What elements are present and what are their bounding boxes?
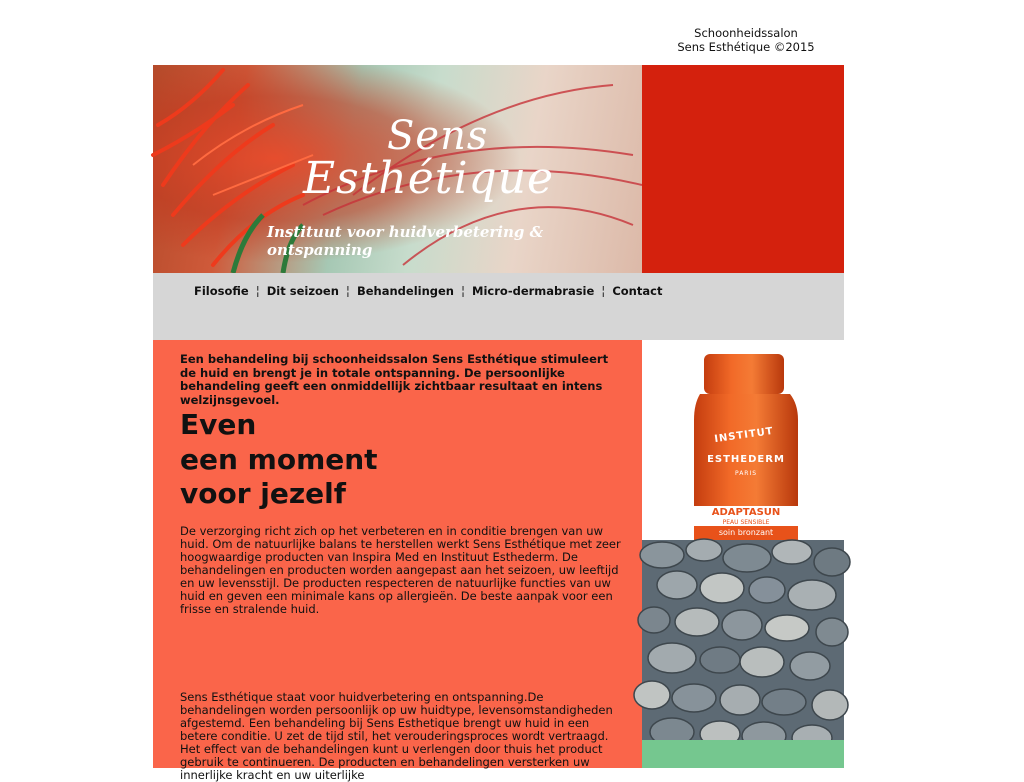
product-image: [642, 340, 844, 540]
headline-line-3: voor jezelf: [180, 477, 346, 510]
intro-text: Een behandeling bij schoonheidssalon Sens Esthétique stimuleert de huid en brengt je in totale ontspanning. De persoonlijke behandeling geeft een onmiddellijk zichtbaar resultaat en intens welzijnsgevoel.: [180, 352, 609, 407]
headline-line-1: Even: [180, 408, 257, 441]
body-paragraph-2: Sens Esthétique staat voor huidverbetering en ontspanning.De behandelingen worden persoonlijk op uw huidtype, levensomstandigheden afgestemd. Een behandeling bij Sens Esthetique brengt uw huid in een betere conditie. U zet de tijd stil, het verouderingsproces wordt vertraagd. Het effect van de behandelingen kunt u verlengen door thuis het product gebruik te continueren. De producten en behandelingen versterken uw innerlijke kracht en uw uiterlijke: [180, 690, 613, 782]
product-label-city: PARIS: [734, 470, 758, 477]
nav-item-behandelingen[interactable]: Behandelingen: [356, 284, 454, 298]
body-paragraph-1: De verzorging richt zich op het verbeteren en in conditie brengen van uw huid. Om de natuurlijke balans te herstellen werkt Sens Esthétique met zeer hoogwaardige producten van Inspira Med en Instituut Esthederm. De behandelingen en producten worden aangepast aan het seizoen, uw leeftijd en uw levensstijl. De producten respecteren de natuurlijke functies van uw huid en geven een minimale kans op allergieën. De beste aanpak voor een frisse en stralende huid.: [180, 524, 621, 616]
product-label-brand: ESTHEDERM: [707, 454, 785, 465]
logo-sens: Sens: [387, 113, 489, 159]
header-banner: [153, 65, 642, 273]
main-content: [153, 340, 642, 782]
copyright-line-1: Schoonheidssalon: [694, 26, 798, 40]
product-label-type: soin bronzant: [718, 528, 774, 537]
nav-item-contact[interactable]: Contact: [612, 284, 663, 298]
logo-esthetique: Esthétique: [303, 153, 555, 204]
nav-separator: ¦: [255, 284, 260, 298]
headline-line-2: een moment: [180, 442, 378, 476]
product-label-name: ADAPTASUN: [711, 507, 781, 518]
pebbles-image: [642, 540, 844, 740]
page-headline: [180, 408, 620, 512]
header-red-block: [642, 65, 844, 273]
product-label-institut: INSTITUT: [713, 425, 775, 446]
nav-separator: ¦: [345, 284, 350, 298]
nav-separator: ¦: [461, 284, 466, 298]
main-navigation: [153, 273, 844, 340]
nav-item-dit-seizoen[interactable]: Dit seizoen: [266, 284, 339, 298]
nav-item-filosofie[interactable]: Filosofie: [194, 284, 249, 298]
nav-item-micro-dermabrasie[interactable]: Micro-dermabrasie: [472, 284, 595, 298]
green-accent-block: [642, 740, 844, 768]
copyright-line-2: Sens Esthétique ©2015: [677, 39, 815, 54]
pebbles-illustration: [642, 540, 844, 740]
logo-tagline: Instituut voor huidverbetering & ontspanning: [267, 223, 544, 259]
product-label-sub: PEAU SENSIBLE: [722, 519, 770, 526]
nav-separator: ¦: [601, 284, 606, 298]
copyright-text: [660, 27, 832, 54]
